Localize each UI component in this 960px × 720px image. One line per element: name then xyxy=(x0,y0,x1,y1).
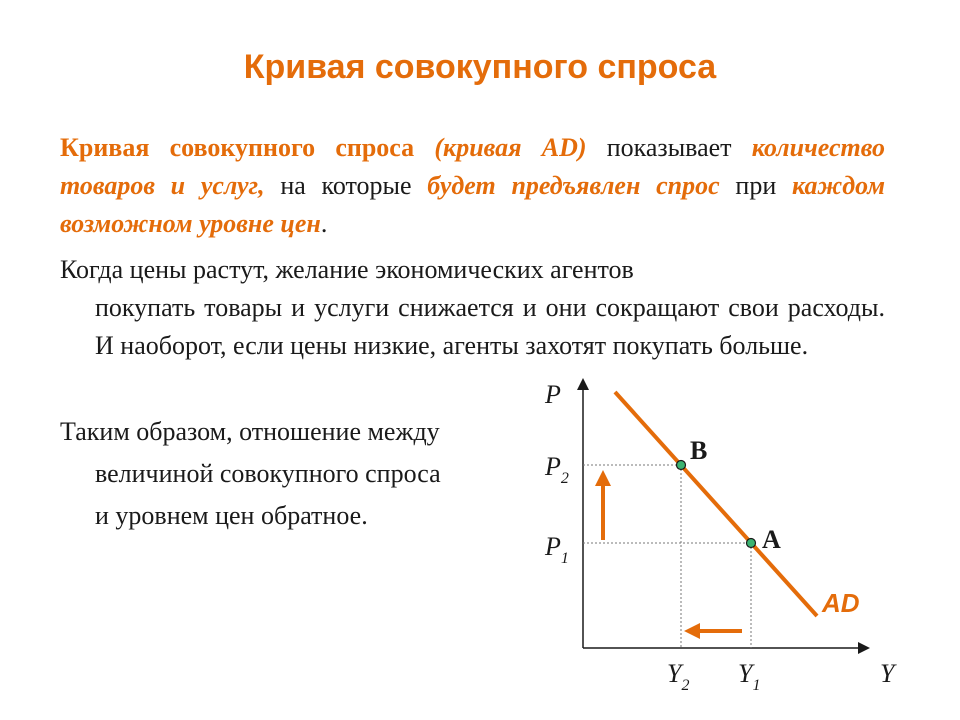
p2-label: $P_2$ xyxy=(545,452,569,487)
y-axis-label: P xyxy=(545,380,561,409)
point-b xyxy=(677,461,686,470)
emphasis-price-level: каждом возможном уровне цен xyxy=(60,171,886,238)
definition-verb: показывает xyxy=(586,133,752,162)
x-axis-label: Y xyxy=(880,659,895,688)
ad-curve-label: AD xyxy=(822,588,860,618)
y1-label: $Y_1$ xyxy=(738,659,761,694)
point-b-label: B xyxy=(690,436,708,465)
explanation-line1: Когда цены растут, желание экономических агентов xyxy=(60,255,634,284)
ad-curve xyxy=(615,392,817,616)
conclusion-line2: величиной совокупного спроса xyxy=(95,459,441,488)
definition-end: . xyxy=(320,209,328,238)
point-a-label: A xyxy=(762,525,781,554)
definition-mid1: на которые xyxy=(264,171,428,200)
conclusion-line1: Таким образом, отношение между xyxy=(60,417,440,446)
conclusion-line3: и уровнем цен обратное. xyxy=(95,501,368,530)
emphasis-goods-services: количество товаров и услуг, xyxy=(60,133,885,200)
definition-mid2: при xyxy=(719,171,792,200)
point-a xyxy=(747,539,756,548)
term-ad-curve: Кривая совокупного спроса (кривая AD) xyxy=(60,133,587,162)
y2-label: $Y_2$ xyxy=(667,659,690,694)
explanation-rest: покупать товары и услуги снижается и они сокращают свои расходы. И наоборот, если цены низкие, агенты захотят покупать больше. xyxy=(95,293,885,360)
slide-title: Кривая совокупного спроса xyxy=(243,48,717,86)
p1-label: $P_1$ xyxy=(545,532,569,567)
emphasis-demand: будет предъявлен спрос xyxy=(427,171,720,200)
